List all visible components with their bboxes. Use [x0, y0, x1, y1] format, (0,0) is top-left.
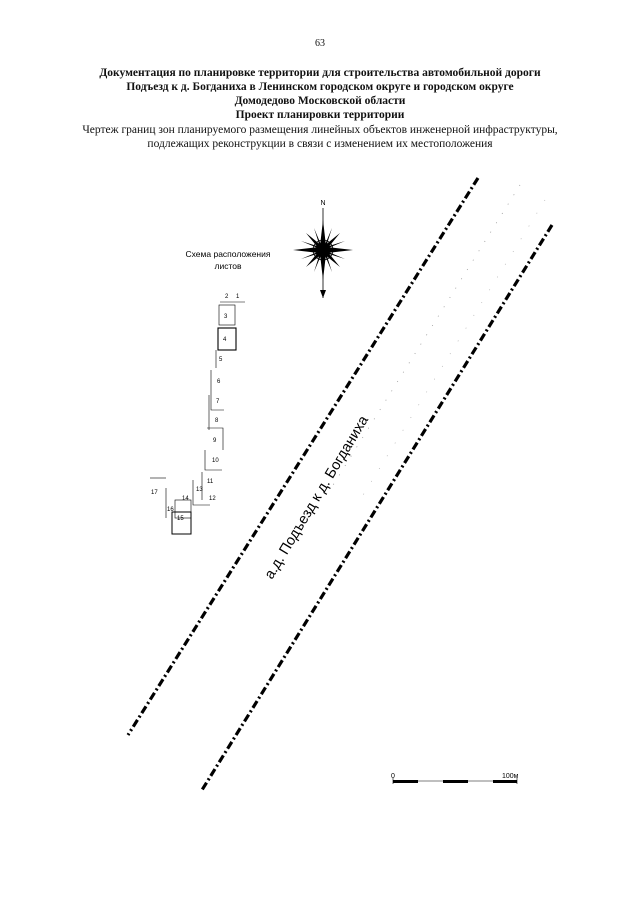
sheet-scheme	[150, 302, 245, 534]
sheet-label-16: 16	[167, 507, 174, 513]
sheet-label-4: 4	[223, 337, 227, 343]
sheet-label-2: 2	[225, 294, 229, 300]
sheet-label-15: 15	[177, 516, 184, 522]
inner-dotted-line	[360, 200, 545, 500]
sheet-label-17: 17	[151, 490, 158, 496]
drawing-subtitle-line-1: Чертеж границ зон планируемого размещения линейных объектов инженерной инфраструктуры,	[82, 124, 558, 136]
sheet-label-1: 1	[236, 294, 240, 300]
north-label: N	[320, 200, 326, 207]
document-title-line-4: Проект планировки территории	[235, 109, 405, 121]
sheet-label-8: 8	[215, 418, 219, 424]
scale-bar	[391, 773, 519, 784]
scale-start-label: 0	[391, 773, 395, 780]
document-title-line-2: Подъезд к д. Богданиха в Ленинском городском округе и городском округе	[126, 81, 514, 93]
sheet-label-14: 14	[182, 496, 189, 502]
sheet-label-3: 3	[224, 314, 228, 320]
sheet-label-12: 12	[209, 496, 216, 502]
page-number: 63	[315, 38, 325, 49]
right-boundary-line	[202, 225, 552, 790]
document-title-line-1: Документация по планировке территории для строительства автомобильной дороги	[99, 67, 541, 79]
scheme-title-line-1: Схема расположения	[185, 249, 271, 259]
scale-end-label: 100м	[502, 773, 519, 780]
inner-dotted-line	[330, 185, 520, 490]
sheet-label-7: 7	[216, 399, 220, 405]
drawing-subtitle-line-2: подлежащих реконструкции в связи с изменением их местоположения	[147, 138, 493, 150]
sheet-label-13: 13	[196, 487, 203, 493]
sheet-label-11: 11	[207, 479, 214, 485]
compass-rose-icon	[293, 208, 353, 298]
sheet-label-5: 5	[219, 357, 223, 363]
document-title-line-3: Домодедово Московской области	[234, 95, 406, 107]
road-label: а.д. Подъезд к д. Богданиха	[261, 413, 372, 583]
sheet-label-10: 10	[212, 458, 219, 464]
left-boundary-line	[128, 178, 478, 735]
sheet-label-9: 9	[213, 438, 217, 444]
sheet-label-6: 6	[217, 379, 221, 385]
scheme-title-line-2: листов	[214, 261, 242, 271]
